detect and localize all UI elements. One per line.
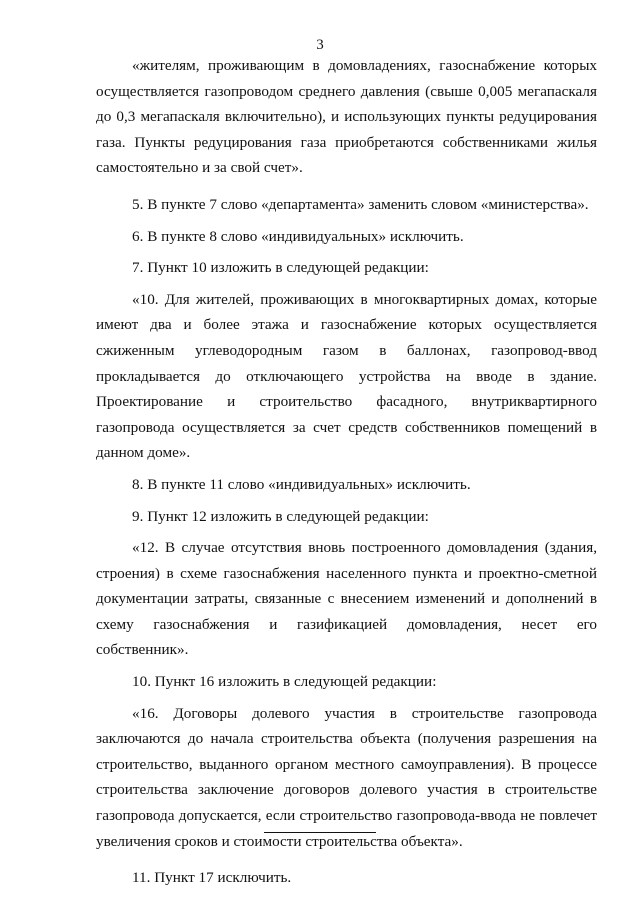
paragraph-item-5: 5. В пункте 7 слово «департамента» заменить словом «министерства». [132,195,589,213]
paragraph-item-8: 8. В пункте 11 слово «индивидуальных» исключить. [132,475,471,493]
paragraph-quote-continuation: «жителям, проживающим в домовладениях, газоснабжение которых осуществляется газопроводом среднего давления (свыше 0,005 мегапаскаля до 0,3 мегапаскаля включительно), и использующих пункты редуцирования газа. Пункты редуцирования газа приобретаются собственниками жилья самостоятельно и за свой счет». [96,57,597,177]
closing-divider [264,832,376,833]
document-body [96,53,597,891]
paragraph-quote-16: «16. Договоры долевого участия в строительстве газопровода заключаются до начала строительства объекта (получения разрешения на строительство, выданного органом местного самоуправления). В процессе строительства заключение договоров долевого участия в строительстве газопровода допускается, если строительство газопровода-ввода не повлечет увеличения сроков и стоимости строительства объекта». [96,704,597,850]
paragraph-quote-10: «10. Для жителей, проживающих в многоквартирных домах, которые имеют два и более этажа и газоснабжение которых осуществляется сжиженным углеводородным газом в баллонах, газопровод-ввод прокладывается до отключающего устройства на вводе в здание. Проектирование и строительство фасадного, внутриквартирного газопровода осуществляется за счет средств собственников помещений в данном доме». [96,290,597,462]
paragraph-item-6: 6. В пункте 8 слово «индивидуальных» исключить. [132,227,464,245]
paragraph-quote-12: «12. В случае отсутствия вновь построенного домовладения (здания, строения) в схеме газоснабжения населенного пункта и проектно-сметной документации затраты, связанные с внесением изменений и дополнений в схему газоснабжения и газификацией домовладения, несет его собственник». [96,539,597,659]
paragraph-item-11: 11. Пункт 17 исключить. [132,869,292,887]
paragraph-item-10: 10. Пункт 16 изложить в следующей редакции: [132,673,437,691]
paragraph-item-9: 9. Пункт 12 изложить в следующей редакции: [132,507,429,525]
paragraph-item-7: 7. Пункт 10 изложить в следующей редакции: [132,259,429,277]
page-number: 3 [316,37,324,53]
